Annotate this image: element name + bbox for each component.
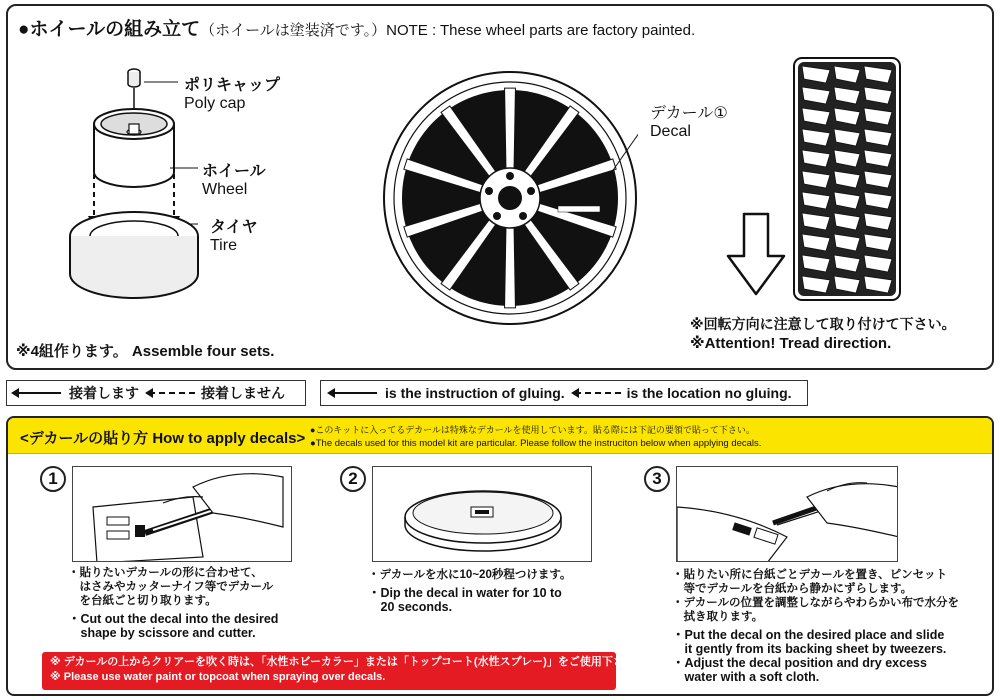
step-1-illustration [72, 466, 292, 562]
tread-blocks [802, 66, 892, 293]
assembly-title-note: （ホイールは塗装済です。）NOTE : These wheel parts are factory painted. [200, 22, 696, 39]
step-2-number: 2 [340, 466, 366, 492]
step-1-text: ・貼りたいデカールの形に合わせて、 はさみやカッターナイフ等でデカール を台紙ごと切り取ります。 ・Cut out the decal into the desired shape by scissore and cutter. [68, 567, 279, 640]
assembly-title [18, 14, 695, 41]
wheel-spoke [505, 88, 516, 170]
warning-jp: ※ デカールの上からクリアーを吹く時は、「水性ホビーカラー」または「トップコート(水性スプレー)」をご使用下さい。 [50, 656, 646, 668]
tread-direction-arrow-icon [726, 212, 786, 296]
no-glue-label-jp: 接着しません [201, 385, 285, 401]
tread-direction-note-en: ※Attention! Tread direction. [690, 335, 892, 352]
poly-cap-label [184, 72, 280, 113]
dashed-arrow-icon [149, 392, 195, 394]
no-glue-label-en: is the location no gluing. [626, 385, 792, 401]
step-3-number: 3 [644, 466, 670, 492]
wheel-assembly-panel [6, 4, 994, 370]
step-2-illustration [372, 466, 592, 562]
decal-special-note-en: ●The decals used for this model kit are particular. Please follow the instruciton below when applying decals. [310, 438, 762, 449]
tread-direction-note-jp: ※回転方向に注意して取り付けて下さい。 [690, 316, 956, 332]
wheel-spoke [505, 226, 516, 308]
step-2-text: ・デカールを水に10~20秒程つけます。 ・Dip the decal in water for 10 to 20 seconds. [368, 569, 572, 614]
decal-label [650, 100, 728, 141]
decal-label-en: Decal [650, 123, 691, 140]
warning-en: ※ Please use water paint or topcoat when spraying over decals. [50, 671, 386, 683]
step-3-illustration [676, 466, 898, 562]
step-3-text: ・貼りたい所に台紙ごとデカールを置き、ピンセット 等でデカールを台紙から静かにずらします。 ・デカールの位置を調整しながらやわらかい布で水分を 拭き取ります。 ・Put the decal on the desired place and slide it gently from its backing sheet by tweezers. ・Adjust the decal position and dry excess water with a soft cloth. [672, 569, 960, 684]
wheel-label [202, 158, 266, 199]
assembly-title-jp: ●ホイールの組み立て [18, 19, 201, 40]
decal-strip [558, 206, 600, 212]
decal-special-note-jp: ●このキットに入ってるデカールは特殊なデカールを使用しています。貼る際には下記の要領で貼って下さい。 [310, 425, 755, 435]
glue-label-jp: 接着します [69, 385, 139, 401]
solid-arrow-icon [329, 392, 377, 394]
tire-label [210, 214, 258, 255]
tire-tread-illustration [792, 56, 902, 302]
wheel-label-jp: ホイール [202, 163, 266, 180]
decal-instructions-panel [6, 416, 994, 696]
tire-label-jp: タイヤ [210, 219, 258, 236]
clear-coat-warning [42, 652, 646, 690]
glue-legend-jp [6, 380, 306, 406]
solid-arrow-icon [13, 392, 61, 394]
decal-section-title: <デカールの貼り方 How to apply decals> [20, 430, 306, 447]
tire-label-en: Tire [210, 237, 237, 254]
wheel-label-en: Wheel [202, 181, 248, 198]
poly-cap-label-en: Poly cap [184, 95, 246, 112]
glue-label-en: is the instruction of gluing. [385, 385, 565, 401]
poly-cap-label-jp: ポリキャップ [184, 77, 281, 94]
decal-label-jp: デカール① [650, 105, 728, 122]
wheel-front-illustration [382, 70, 638, 326]
step-1-number: 1 [40, 466, 66, 492]
dashed-arrow-icon [575, 392, 621, 394]
assemble-four-sets-note: ※4組作ります。 Assemble four sets. [16, 343, 275, 360]
decal-header-bar [8, 418, 992, 454]
glue-legend-en [320, 380, 808, 406]
